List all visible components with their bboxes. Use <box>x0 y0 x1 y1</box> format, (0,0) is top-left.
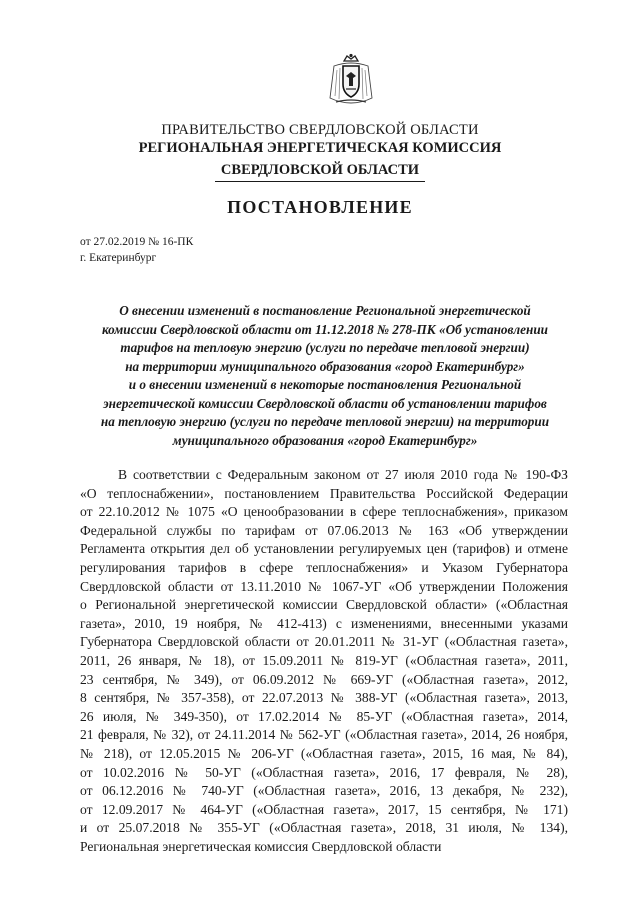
body-line: и от 25.07.2018 № 355-УГ («Областная газета», 2018, 31 июля, № 134), <box>80 820 568 836</box>
subject-line: О внесении изменений в постановление Региональной энергетической <box>119 303 531 318</box>
body-line: «О теплоснабжении», постановлением Правительства Российской Федерации <box>80 485 568 501</box>
document-city: г. Екатеринбург <box>80 252 157 264</box>
header-divider <box>215 181 425 182</box>
subject-line: на территории муниципального образования «город Екатеринбург» <box>125 358 525 374</box>
body-line: регулирования тарифов в сфере теплоснабжения» и Указом Губернатора <box>80 559 568 575</box>
org-title-line-3: СВЕРДЛОВСКОЙ ОБЛАСТИ <box>220 162 420 178</box>
subject-line: и о внесении изменений в некоторые постановления Региональной <box>128 377 522 392</box>
body-line: Свердловской области от 13.11.2010 № 1067-УГ «Об утверждении Положения <box>80 578 568 594</box>
body-line: В соответствии с Федеральным законом от 27 июля 2010 года № 190-ФЗ <box>118 467 568 482</box>
document-date-number: от 27.02.2019 № 16-ПК <box>80 236 194 248</box>
body-line: Региональная энергетическая комиссия Свердловской области <box>80 838 442 854</box>
body-line: Регламента открытия дел об установлении регулируемых цен (тарифов) и отмене <box>80 541 568 557</box>
body-line: 21 февраля, № 32), от 24.11.2014 № 562-УГ («Областная газета», 2014, 26 ноября, <box>80 727 568 743</box>
subject-line: энергетической комиссии Свердловской области об установлении тарифов <box>103 395 547 411</box>
org-title-line-2: РЕГИОНАЛЬНАЯ ЭНЕРГЕТИЧЕСКАЯ КОМИССИЯ <box>138 140 502 156</box>
body-line: Губернатора Свердловской области от 20.01.2011 № 31-УГ («Областная газета», <box>80 634 568 650</box>
body-line: от 10.02.2016 № 50-УГ («Областная газета», 2016, 17 февраля, № 28), <box>80 764 568 780</box>
document-type-title: ПОСТАНОВЛЕНИЕ <box>227 197 413 217</box>
body-line: 26 июля, № 349-350), от 17.02.2014 № 85-УГ («Областная газета», 2014, <box>80 708 568 724</box>
body-line: о Региональной энергетической комиссии Свердловской области» («Областная <box>80 597 568 613</box>
document-subject <box>80 302 570 450</box>
body-line: газета», 2010, 19 ноября, № 412-413) с изменениями, внесенными указами <box>80 615 568 631</box>
body-line: 2011, 26 января, № 18), от 15.09.2011 № 819-УГ («Областная газета», 2011, <box>80 652 568 668</box>
body-line: Федеральной службы по тарифам от 07.06.2013 № 163 «Об утверждении <box>80 522 568 538</box>
body-line: 8 сентября, № 357-358), от 22.07.2013 № 388-УГ («Областная газета», 2013, <box>80 690 568 706</box>
body-line: от 12.09.2017 № 464-УГ («Областная газета», 2017, 15 сентября, № 171) <box>80 801 568 817</box>
body-line: № 218), от 12.05.2015 № 206-УГ («Областная газета», 2015, 16 мая, № 84), <box>80 745 568 761</box>
body-line: от 06.12.2016 № 740-УГ («Областная газета», 2016, 13 декабря, № 232), <box>80 783 568 799</box>
body-line: от 22.10.2012 № 1075 «О ценообразовании в сфере теплоснабжения», приказом <box>80 504 568 520</box>
body-paragraph <box>80 466 568 856</box>
coat-of-arms-icon <box>322 52 380 110</box>
subject-line: комиссии Свердловской области от 11.12.2018 № 278-ПК «Об установлении <box>101 321 548 337</box>
subject-line: муниципального образования «город Екатеринбург» <box>172 432 478 448</box>
subject-line: тарифов на тепловую энергию (услуги по передаче тепловой энергии) <box>120 340 530 355</box>
body-line: 23 сентября, № 349), от 06.09.2012 № 669-УГ («Областная газета», 2012, <box>80 671 568 687</box>
org-title-line-1: ПРАВИТЕЛЬСТВО СВЕРДЛОВСКОЙ ОБЛАСТИ <box>161 122 479 138</box>
subject-line: на тепловую энергию (услуги по передаче тепловой энергии) на территории <box>100 414 550 429</box>
